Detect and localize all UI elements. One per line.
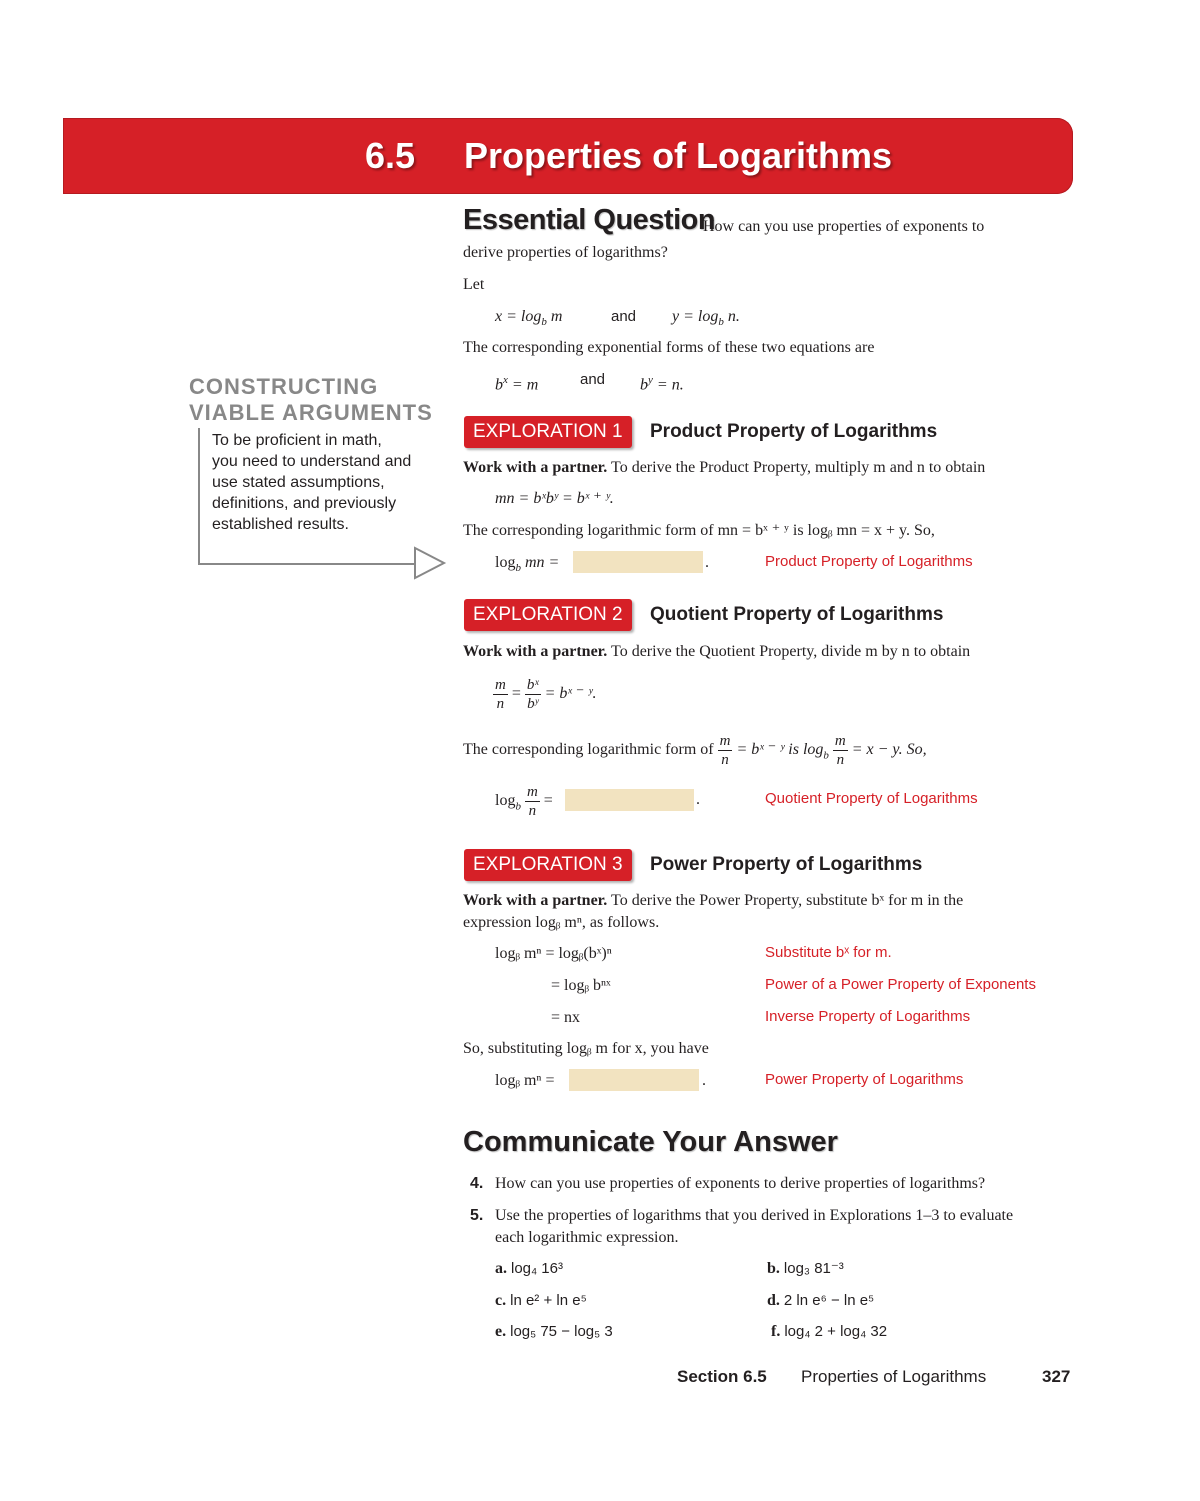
page-number: 327 — [1042, 1367, 1071, 1386]
exploration-3-lead — [463, 890, 1063, 912]
eq2-var: n. — [727, 308, 740, 325]
exploration-2-corresponding — [463, 732, 927, 769]
power-step-3: = nx — [551, 1009, 581, 1026]
power-step-1: logᵦ mⁿ = logᵦ(bˣ)ⁿ — [495, 945, 612, 962]
power-step-1-note: Substitute bˣ for m. — [765, 944, 892, 961]
exploration-1-eq — [495, 488, 614, 510]
exploration-2-result-log: log — [495, 792, 516, 810]
exp1-base: b — [495, 376, 503, 394]
exploration-1-result-log: log — [495, 554, 516, 571]
and-text-1: and — [611, 308, 637, 325]
question-5-text-2: each logarithmic expression. — [495, 1229, 679, 1246]
exploration-3-lead-bold: Work with a partner. — [463, 892, 608, 909]
exploration-2-eq-tail: = bˣ ⁻ ʸ. — [544, 685, 597, 703]
page-title: Properties of Logarithms — [464, 135, 893, 176]
exploration-3-lead-text: To derive the Power Property, substitute bˣ for m in the — [611, 892, 964, 909]
frac3-num: m — [719, 733, 731, 749]
exploration-3-note: Power Property of Logarithms — [765, 1071, 964, 1088]
exploration-3-answer-blank[interactable] — [569, 1069, 699, 1091]
item-c-expr: ln e² + ln e⁵ — [510, 1292, 587, 1309]
eq2-left: y = log — [672, 308, 719, 325]
question-4-number: 4. — [470, 1175, 484, 1192]
fraction-m-n — [493, 676, 508, 713]
essential-question-text-1: How can you use properties of exponents to — [703, 218, 985, 235]
corresponding-exp-text: The corresponding exponential forms of these two equations are — [463, 339, 875, 356]
item-a-label: a. — [495, 1260, 507, 1277]
item-b-expr: log₃ 81⁻³ — [783, 1260, 844, 1277]
exploration-1-title: Product Property of Logarithms — [650, 421, 938, 442]
item-d — [767, 1290, 874, 1312]
exp1-rest: = m — [507, 376, 539, 394]
eq-x-log — [495, 306, 562, 333]
exploration-1-badge: EXPLORATION 1 — [464, 416, 632, 448]
communicate-heading: Communicate Your Answer — [463, 1126, 838, 1158]
exploration-2-result-sub: b — [515, 800, 521, 813]
footer-title: Properties of Logarithms — [801, 1367, 987, 1386]
footer-section: Section 6.5 — [677, 1367, 767, 1386]
exp-form-2 — [640, 369, 684, 396]
exploration-2-result: $\log_b$ $\frac{m}{n}$ = — [495, 784, 553, 819]
exploration-1-lead-bold: Work with a partner. — [463, 459, 608, 476]
eq1-left: x = log — [495, 308, 542, 325]
item-b-label: b. — [767, 1260, 780, 1277]
eq-y-log — [672, 306, 740, 333]
item-e — [495, 1321, 613, 1343]
exploration-1-result — [495, 552, 559, 579]
exploration-1-note: Product Property of Logarithms — [765, 553, 973, 570]
essential-question-text-2: derive properties of logarithms? — [463, 244, 668, 261]
item-d-expr: 2 ln e⁶ − ln e⁵ — [783, 1292, 875, 1309]
frac5-den: n — [528, 803, 537, 819]
let-text: Let — [463, 276, 485, 293]
sidebar-arrow-icon — [412, 546, 448, 580]
exploration-2-eq: $\frac{m}{n}$ = $\frac{\text{bˣ}}{\text{bʸ}}$ = bˣ ⁻ ʸ. — [495, 677, 597, 712]
frac5-num: m — [526, 784, 538, 800]
exploration-3-result: logᵦ mⁿ = — [495, 1072, 555, 1089]
question-5-number: 5. — [470, 1207, 484, 1224]
power-step-3-note: Inverse Property of Logarithms — [765, 1008, 971, 1025]
exploration-1-lead-text: To derive the Product Property, multiply m and n to obtain — [611, 459, 986, 476]
exploration-2-note: Quotient Property of Logarithms — [765, 790, 978, 807]
exploration-2-lead-bold: Work with a partner. — [463, 643, 608, 660]
item-a — [495, 1258, 563, 1280]
item-f-label: f. — [771, 1323, 781, 1340]
exploration-3-badge: EXPLORATION 3 — [464, 849, 632, 881]
exploration-1-result-var: mn = — [524, 554, 560, 571]
exp-form-1 — [495, 369, 538, 396]
exploration-1-answer-blank[interactable] — [573, 551, 703, 573]
exploration-1-period: . — [705, 554, 709, 571]
item-e-expr: log₅ 75 − log₅ 3 — [510, 1323, 613, 1340]
exp2-sup: y — [648, 374, 653, 386]
frac4-den: n — [836, 752, 845, 768]
exp2-rest: = n. — [652, 376, 684, 394]
fraction-m-n-3 — [833, 732, 848, 769]
frac4-num: m — [834, 733, 846, 749]
exploration-1-result-sub: b — [515, 562, 521, 575]
item-b — [767, 1258, 844, 1280]
item-f — [771, 1321, 887, 1343]
exploration-3-period: . — [702, 1072, 706, 1089]
item-c-label: c. — [495, 1292, 507, 1309]
exploration-2-lead — [463, 641, 1063, 663]
exp2-base: b — [640, 376, 648, 394]
section-number: 6.5 — [365, 135, 416, 176]
essential-question-heading: Essential Question — [463, 204, 716, 236]
exploration-2-badge: EXPLORATION 2 — [464, 599, 632, 631]
and-text-2: and — [580, 371, 606, 388]
exp1-sup: x — [503, 374, 508, 386]
sidebar-text: To be proficient in math, you need to understand and use stated assumptions, definitions, and previously established results. — [212, 432, 412, 533]
exploration-1-corresponding: The corresponding logarithmic form of mn = bˣ ⁺ ʸ is logᵦ mn = x + y. So, — [463, 522, 935, 539]
exploration-3-so: So, substituting logᵦ m for x, you have — [463, 1040, 709, 1057]
exploration-1-lead — [463, 457, 1063, 479]
exploration-2-title: Quotient Property of Logarithms — [650, 604, 944, 625]
exploration-2-period: . — [696, 791, 700, 808]
exploration-2-corr-pre: The corresponding logarithmic form of — [463, 741, 714, 759]
fraction-m-n-4 — [525, 783, 540, 820]
eq1-sub: b — [541, 316, 547, 329]
fraction-bx-by — [525, 676, 541, 713]
item-d-label: d. — [767, 1292, 780, 1309]
exploration-2-answer-blank[interactable] — [565, 789, 694, 811]
sidebar-title-2: VIABLE ARGUMENTS — [189, 400, 433, 425]
exploration-3-title: Power Property of Logarithms — [650, 854, 923, 875]
exploration-2-corr-post: = x − y. So, — [851, 741, 927, 759]
frac3-den: n — [721, 752, 729, 768]
exploration-1-eq-text: mn = bˣbʸ = bˣ ⁺ ʸ. — [495, 490, 614, 507]
power-step-2-note: Power of a Power Property of Exponents — [765, 976, 1036, 993]
exploration-3-lead-2: expression logᵦ mⁿ, as follows. — [463, 914, 660, 931]
question-4-text: How can you use properties of exponents to derive properties of logarithms? — [495, 1175, 986, 1192]
frac2-num: bˣ — [526, 677, 539, 693]
exploration-2-corr-mid: = bˣ ⁻ ʸ is log — [736, 741, 824, 759]
item-f-expr: log₄ 2 + log₄ 32 — [784, 1323, 888, 1340]
power-step-2: = logᵦ bⁿˣ — [551, 977, 611, 994]
eq1-var: m — [550, 308, 563, 325]
frac2-den: bʸ — [527, 696, 539, 712]
exploration-2-lead-text: To derive the Quotient Property, divide m by n to obtain — [611, 643, 971, 660]
question-5-text-1: Use the properties of logarithms that you derived in Explorations 1–3 to evaluate — [495, 1207, 1014, 1224]
item-a-expr: log₄ 16³ — [511, 1260, 563, 1277]
item-c — [495, 1290, 587, 1312]
frac-den: n — [496, 696, 505, 712]
frac-num: m — [495, 677, 506, 693]
item-e-label: e. — [495, 1323, 507, 1340]
sidebar-title-1: CONSTRUCTING — [189, 374, 379, 399]
fraction-m-n-2 — [718, 732, 733, 769]
exploration-2-corr-sub: b — [823, 749, 829, 762]
eq2-sub: b — [718, 316, 724, 329]
